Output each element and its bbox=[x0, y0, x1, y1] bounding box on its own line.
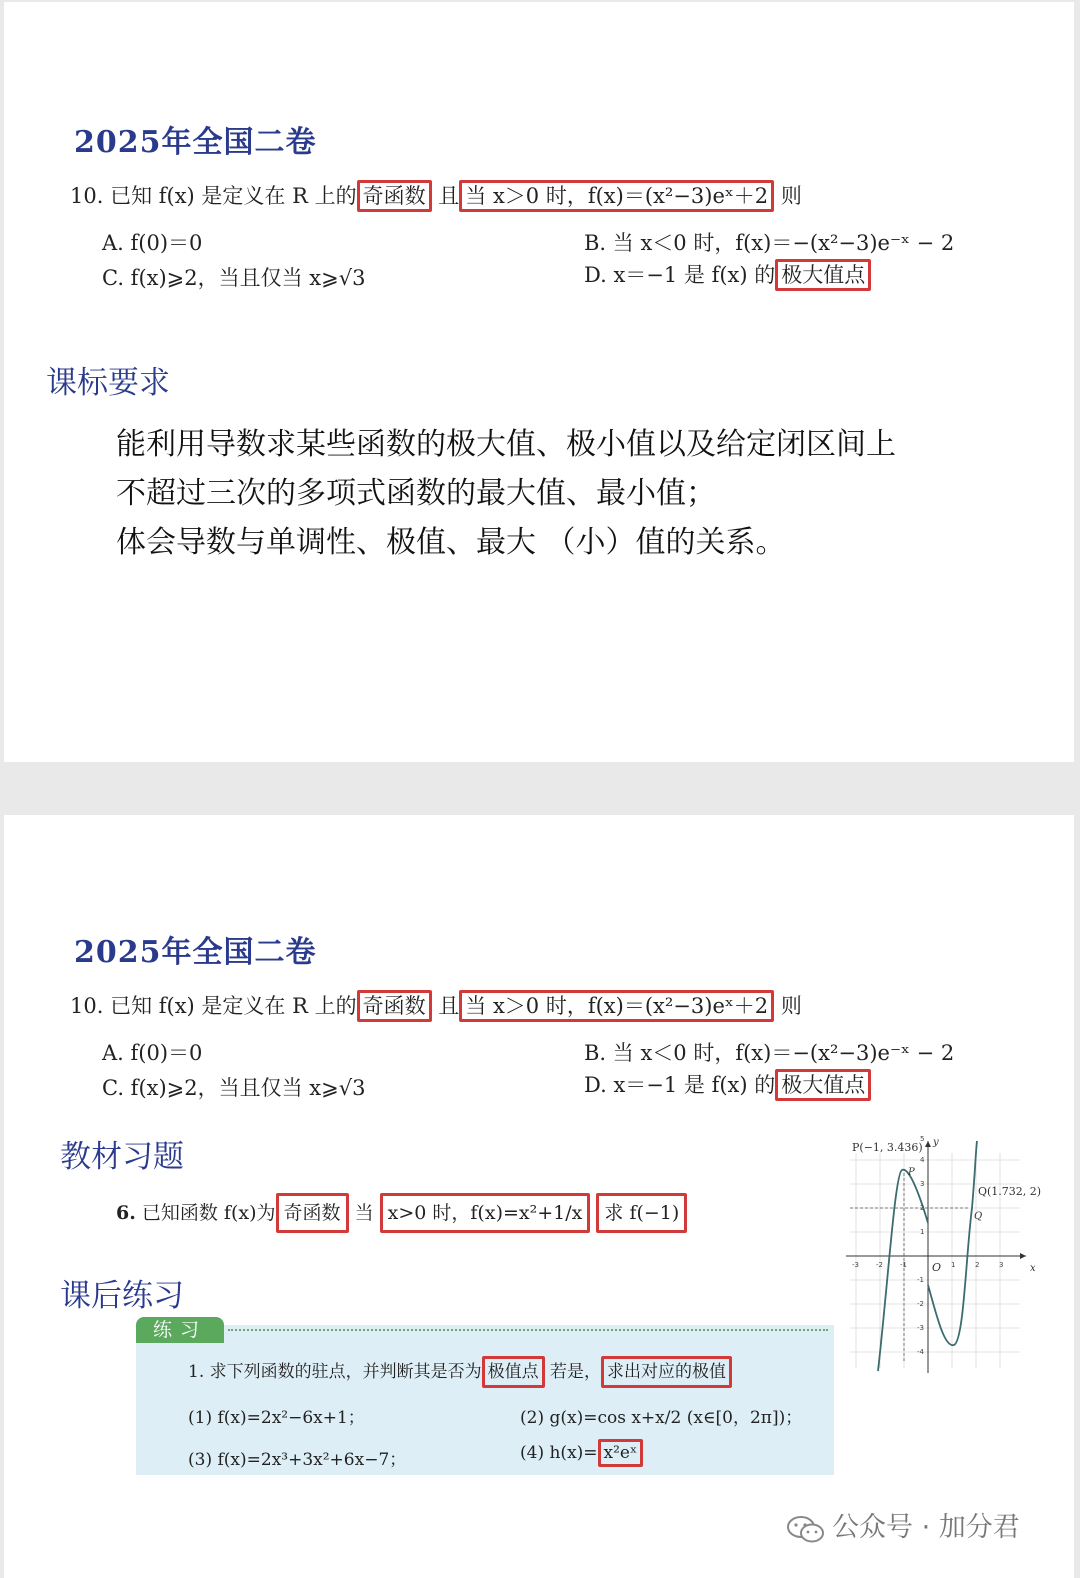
curve-left bbox=[878, 1170, 928, 1371]
option-d bbox=[584, 1069, 871, 1099]
y-tick: 1 bbox=[920, 1228, 925, 1236]
option-d bbox=[584, 259, 871, 289]
question-mid: 且 bbox=[438, 994, 460, 1018]
y-axis-arrow bbox=[925, 1141, 931, 1147]
question-suffix: 则 bbox=[780, 994, 802, 1018]
highlight-box-condition: x>0 时，f(x)=x²+1/x bbox=[380, 1193, 591, 1233]
requirements-text bbox=[116, 420, 896, 567]
highlight-box-local-max: 极大值点 bbox=[775, 1069, 871, 1101]
x-tick: 1 bbox=[951, 1261, 956, 1269]
origin-label: O bbox=[932, 1261, 942, 1274]
practice-q1-mid: 若是， bbox=[550, 1362, 602, 1382]
highlight-box-odd-function: 奇函数 bbox=[276, 1193, 349, 1233]
heading-curriculum: 课标要求 bbox=[46, 365, 170, 401]
highlight-box-extreme-value: 求出对应的极值 bbox=[601, 1356, 732, 1388]
wechat-icon bbox=[786, 1514, 826, 1544]
function-graph bbox=[840, 1133, 1050, 1378]
option-c: C. f(x)⩾2，当且仅当 x⩾√3 bbox=[102, 266, 366, 290]
option-c: C. f(x)⩾2，当且仅当 x⩾√3 bbox=[102, 1076, 366, 1100]
slide-title: 2025年全国二卷 bbox=[74, 125, 317, 160]
slide-1 bbox=[4, 2, 1074, 762]
exercise-prefix: 已知函数 f(x)为 bbox=[141, 1202, 276, 1224]
highlight-box-odd-function: 奇函数 bbox=[357, 180, 432, 212]
heading-after-class: 课后练习 bbox=[60, 1278, 184, 1314]
practice-item-3: (3) f(x)=2x³+3x²+6x−7； bbox=[188, 1450, 407, 1470]
x-tick: -1 bbox=[900, 1261, 907, 1269]
practice-tab: 练习 bbox=[136, 1317, 224, 1343]
exercise-6 bbox=[116, 1198, 687, 1225]
option-b: B. 当 x＜0 时，f(x)＝−(x²−3)e⁻ˣ − 2 bbox=[584, 231, 955, 255]
highlight-box-find: 求 f(−1) bbox=[596, 1193, 687, 1233]
question-prefix: 10. 已知 f(x) 是定义在 R 上的 bbox=[70, 994, 357, 1018]
point-q-label: Q(1.732, 2) bbox=[978, 1185, 1042, 1198]
heading-textbook-exercise: 教材习题 bbox=[60, 1139, 184, 1175]
highlight-box-extreme-point: 极值点 bbox=[482, 1356, 545, 1388]
highlight-box-local-max: 极大值点 bbox=[775, 259, 871, 291]
question-10 bbox=[70, 990, 802, 1020]
y-tick: -2 bbox=[917, 1300, 924, 1308]
y-tick: 3 bbox=[920, 1180, 925, 1188]
exercise-mid: 当 bbox=[354, 1202, 374, 1224]
highlight-box-function: x²eˣ bbox=[598, 1439, 644, 1467]
y-axis-label: y bbox=[933, 1137, 939, 1148]
y-tick: -1 bbox=[917, 1276, 924, 1284]
point-p-label: P(−1, 3.436) bbox=[852, 1141, 923, 1154]
x-axis-arrow bbox=[1020, 1253, 1026, 1259]
slide-2 bbox=[4, 815, 1074, 1578]
x-tick: -3 bbox=[852, 1261, 859, 1269]
highlight-box-odd-function: 奇函数 bbox=[357, 990, 432, 1022]
y-tick: 5 bbox=[920, 1135, 925, 1143]
highlight-box-condition: 当 x＞0 时，f(x)＝(x²−3)eˣ＋2 bbox=[459, 180, 774, 212]
practice-item-4-prefix: (4) h(x)= bbox=[520, 1443, 598, 1463]
y-tick: -4 bbox=[917, 1348, 924, 1356]
question-prefix: 10. 已知 f(x) 是定义在 R 上的 bbox=[70, 184, 357, 208]
exercise-number: 6. bbox=[116, 1202, 136, 1224]
requirement-line-2: 不超过三次的多项式函数的最大值、最小值； bbox=[116, 476, 716, 511]
dotted-divider bbox=[228, 1329, 828, 1331]
option-b: B. 当 x＜0 时，f(x)＝−(x²−3)e⁻ˣ − 2 bbox=[584, 1041, 955, 1065]
practice-question-1 bbox=[188, 1357, 732, 1382]
curve-right bbox=[928, 1141, 980, 1345]
practice-item-4 bbox=[520, 1443, 643, 1463]
option-d-prefix: D. x＝−1 是 f(x) 的 bbox=[584, 1073, 776, 1097]
x-tick: -2 bbox=[876, 1261, 883, 1269]
point-p: P bbox=[908, 1167, 915, 1178]
x-tick: 3 bbox=[999, 1261, 1004, 1269]
highlight-box-condition: 当 x＞0 时，f(x)＝(x²−3)eˣ＋2 bbox=[459, 990, 774, 1022]
question-mid: 且 bbox=[438, 184, 460, 208]
requirement-line-3: 体会导数与单调性、极值、最大 （小）值的关系。 bbox=[116, 525, 786, 560]
x-tick: 2 bbox=[975, 1261, 980, 1269]
y-tick: 4 bbox=[920, 1156, 925, 1164]
practice-item-1: (1) f(x)=2x²−6x+1； bbox=[188, 1408, 365, 1428]
point-q: Q bbox=[974, 1211, 983, 1222]
y-tick: 2 bbox=[920, 1204, 925, 1212]
option-a: A. f(0)＝0 bbox=[102, 231, 203, 255]
practice-q1-prefix: 1. 求下列函数的驻点，并判断其是否为 bbox=[188, 1362, 482, 1382]
question-10 bbox=[70, 180, 802, 210]
question-suffix: 则 bbox=[780, 184, 802, 208]
watermark bbox=[786, 1505, 1020, 1544]
option-d-prefix: D. x＝−1 是 f(x) 的 bbox=[584, 263, 776, 287]
y-tick-labels bbox=[917, 1135, 925, 1356]
option-a: A. f(0)＝0 bbox=[102, 1041, 203, 1065]
y-tick: -3 bbox=[917, 1324, 924, 1332]
practice-item-2: (2) g(x)=cos x+x/2 (x∈[0，2π])； bbox=[520, 1408, 803, 1428]
x-axis-label: x bbox=[1030, 1263, 1036, 1274]
practice-panel bbox=[136, 1319, 834, 1475]
requirement-line-1: 能利用导数求某些函数的极大值、极小值以及给定闭区间上 bbox=[116, 427, 896, 462]
slide-title: 2025年全国二卷 bbox=[74, 935, 317, 970]
watermark-text: 公众号 · 加分君 bbox=[832, 1512, 1020, 1543]
